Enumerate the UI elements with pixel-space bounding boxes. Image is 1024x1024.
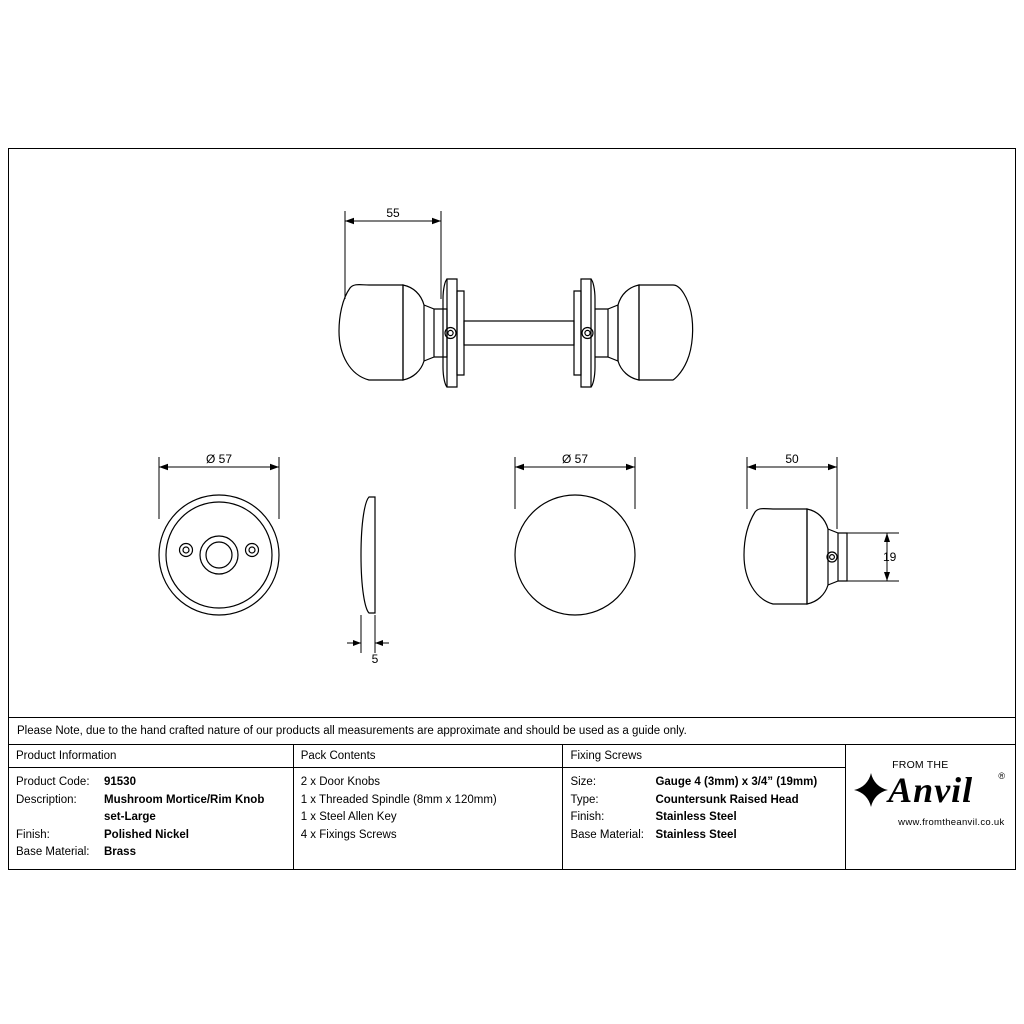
- brand-logo-column: [846, 745, 1015, 870]
- description-value: Mushroom Mortice/Rim Knob set-Large: [104, 793, 265, 823]
- screw-finish-value: Stainless Steel: [655, 811, 737, 823]
- measurement-note-text: Please Note, due to the hand crafted nature of our products all measurements are approximate and should be used as a guide only.: [17, 725, 687, 737]
- brand-logo: [846, 745, 1015, 870]
- table-row: [16, 827, 286, 845]
- dimension-rose-diameter: [159, 457, 279, 519]
- table-row: [570, 827, 838, 845]
- product-information-body: [9, 768, 293, 862]
- table-row: [16, 774, 286, 792]
- description-label: Description:: [16, 793, 77, 806]
- dimension-rose-thickness: [347, 615, 389, 653]
- list-item: 2 x Door Knobs: [300, 776, 380, 788]
- fixing-screws-body: [563, 768, 845, 844]
- drawing-area: [9, 149, 1015, 717]
- specification-table: [9, 745, 1015, 870]
- technical-drawing-sheet: [8, 148, 1016, 870]
- dim-label-spindle-length: 55: [386, 206, 400, 220]
- product-information-column: [9, 745, 294, 870]
- list-item: 1 x Threaded Spindle (8mm x 120mm): [300, 793, 497, 806]
- base-material-value: Brass: [104, 846, 136, 858]
- list-item: 1 x Steel Allen Key: [300, 811, 397, 823]
- finish-label: Finish:: [16, 828, 50, 841]
- table-row: [16, 792, 286, 827]
- anvil-star-icon: [854, 773, 888, 807]
- dim-label-knob-projection: 50: [785, 452, 799, 466]
- table-row: [570, 774, 838, 792]
- fixing-screws-column: [563, 745, 846, 870]
- logo-website-url: www.fromtheanvil.co.uk: [898, 817, 1005, 828]
- table-row: [570, 792, 838, 810]
- pack-contents-body: [294, 768, 563, 844]
- fixing-screws-heading: Fixing Screws: [563, 745, 845, 768]
- list-item: 4 x Fixings Screws: [300, 828, 397, 841]
- product-drawing-svg: [9, 149, 1015, 717]
- pack-contents-heading: Pack Contents: [294, 745, 563, 768]
- logo-top-text: FROM THE: [892, 759, 949, 771]
- product-code-value: 91530: [104, 776, 136, 788]
- measurement-note: [9, 717, 1015, 745]
- dim-label-knob-neck: 19: [883, 550, 897, 564]
- screw-type-label: Type:: [570, 793, 599, 806]
- screw-type-value: Countersunk Raised Head: [655, 793, 799, 806]
- logo-main-text: Anvil: [888, 770, 974, 810]
- screw-base-material-label: Base Material:: [570, 828, 644, 841]
- dim-label-rose-diameter: Ø 57: [205, 452, 233, 466]
- table-row: [570, 809, 838, 827]
- table-row: [16, 844, 286, 862]
- screw-size-value: Gauge 4 (3mm) x 3/4” (19mm): [655, 776, 818, 788]
- base-material-label: Base Material:: [16, 846, 90, 858]
- pack-contents-column: [294, 745, 564, 870]
- finish-value: Polished Nickel: [104, 828, 190, 841]
- screw-base-material-value: Stainless Steel: [655, 828, 737, 841]
- dimension-55: [345, 211, 441, 299]
- screw-size-label: Size:: [570, 776, 597, 788]
- dim-label-knob-diameter: Ø 57: [561, 452, 589, 466]
- product-code-label: Product Code:: [16, 776, 90, 788]
- dim-label-rose-thickness: 5: [371, 652, 379, 666]
- product-information-heading: Product Information: [9, 745, 293, 768]
- screw-finish-label: Finish:: [570, 811, 605, 823]
- logo-registered-mark: ®: [998, 771, 1005, 781]
